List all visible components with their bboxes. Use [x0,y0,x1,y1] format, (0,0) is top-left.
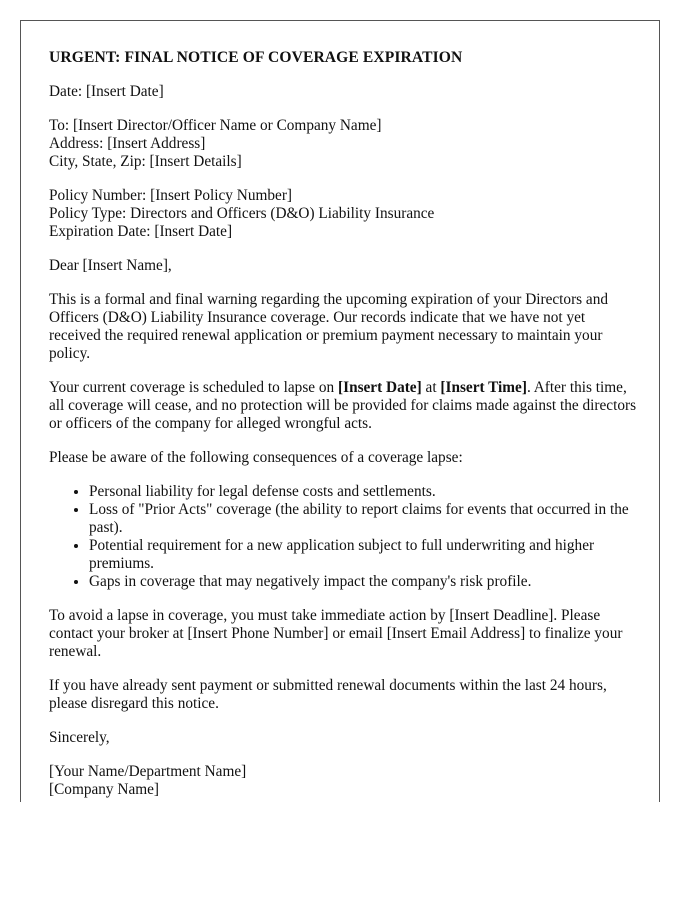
lapse-date: [Insert Date] [338,379,422,396]
lapse-time: [Insert Time] [440,379,527,396]
list-item: • Gaps in coverage that may negatively impact the company's risk profile. [89,573,639,591]
paragraph-lapse [49,379,639,433]
date-line: Date: [Insert Date] [49,83,164,100]
salutation: Dear [Insert Name], [49,257,172,274]
letter-page [20,20,660,802]
lapse-text-2: at [421,379,441,396]
signature-company: [Company Name] [49,781,160,798]
lapse-text-1: Your current coverage is scheduled to lapse on [49,379,339,396]
recipient-block [49,117,639,171]
closing: Sincerely, [49,729,110,746]
lapse-text-3: . After this time, all coverage will cease, and no protection will be provided for claims made against the directors or officers of the company for alleged wrongful acts. [49,379,637,432]
consequences-intro: Please be aware of the following consequences of a coverage lapse: [49,449,463,466]
signature-name: [Your Name/Department Name] [49,763,247,780]
list-item: • Potential requirement for a new application subject to full underwriting and higher premiums. [89,537,639,573]
policy-block [49,187,639,241]
letter-body [49,49,639,799]
policy-type: Policy Type: Directors and Officers (D&O) Liability Insurance [49,205,435,222]
paragraph-action: To avoid a lapse in coverage, you must take immediate action by [Insert Deadline]. Please contact your broker at [Insert Phone Number] or email [Insert Email Address] to finalize your renewal. [49,607,623,660]
recipient-city: City, State, Zip: [Insert Details] [49,153,242,170]
paragraph-disregard: If you have already sent payment or submitted renewal documents within the last 24 hours, please disregard this notice. [49,677,607,712]
consequences-list [49,483,639,591]
list-item: • Loss of "Prior Acts" coverage (the ability to report claims for events that occurred in the past). [89,501,639,537]
recipient-to: To: [Insert Director/Officer Name or Company Name] [49,117,382,134]
paragraph-warning: This is a formal and final warning regarding the upcoming expiration of your Directors and Officers (D&O) Liability Insurance coverage. Our records indicate that we have not yet received the required renewal application or premium payment necessary to maintain your policy. [49,291,609,362]
policy-expiration: Expiration Date: [Insert Date] [49,223,233,240]
list-item: • Personal liability for legal defense costs and settlements. [89,483,639,501]
policy-number: Policy Number: [Insert Policy Number] [49,187,293,204]
signature-block [49,763,639,799]
notice-title: URGENT: FINAL NOTICE OF COVERAGE EXPIRATION [49,49,463,66]
recipient-address: Address: [Insert Address] [49,135,206,152]
